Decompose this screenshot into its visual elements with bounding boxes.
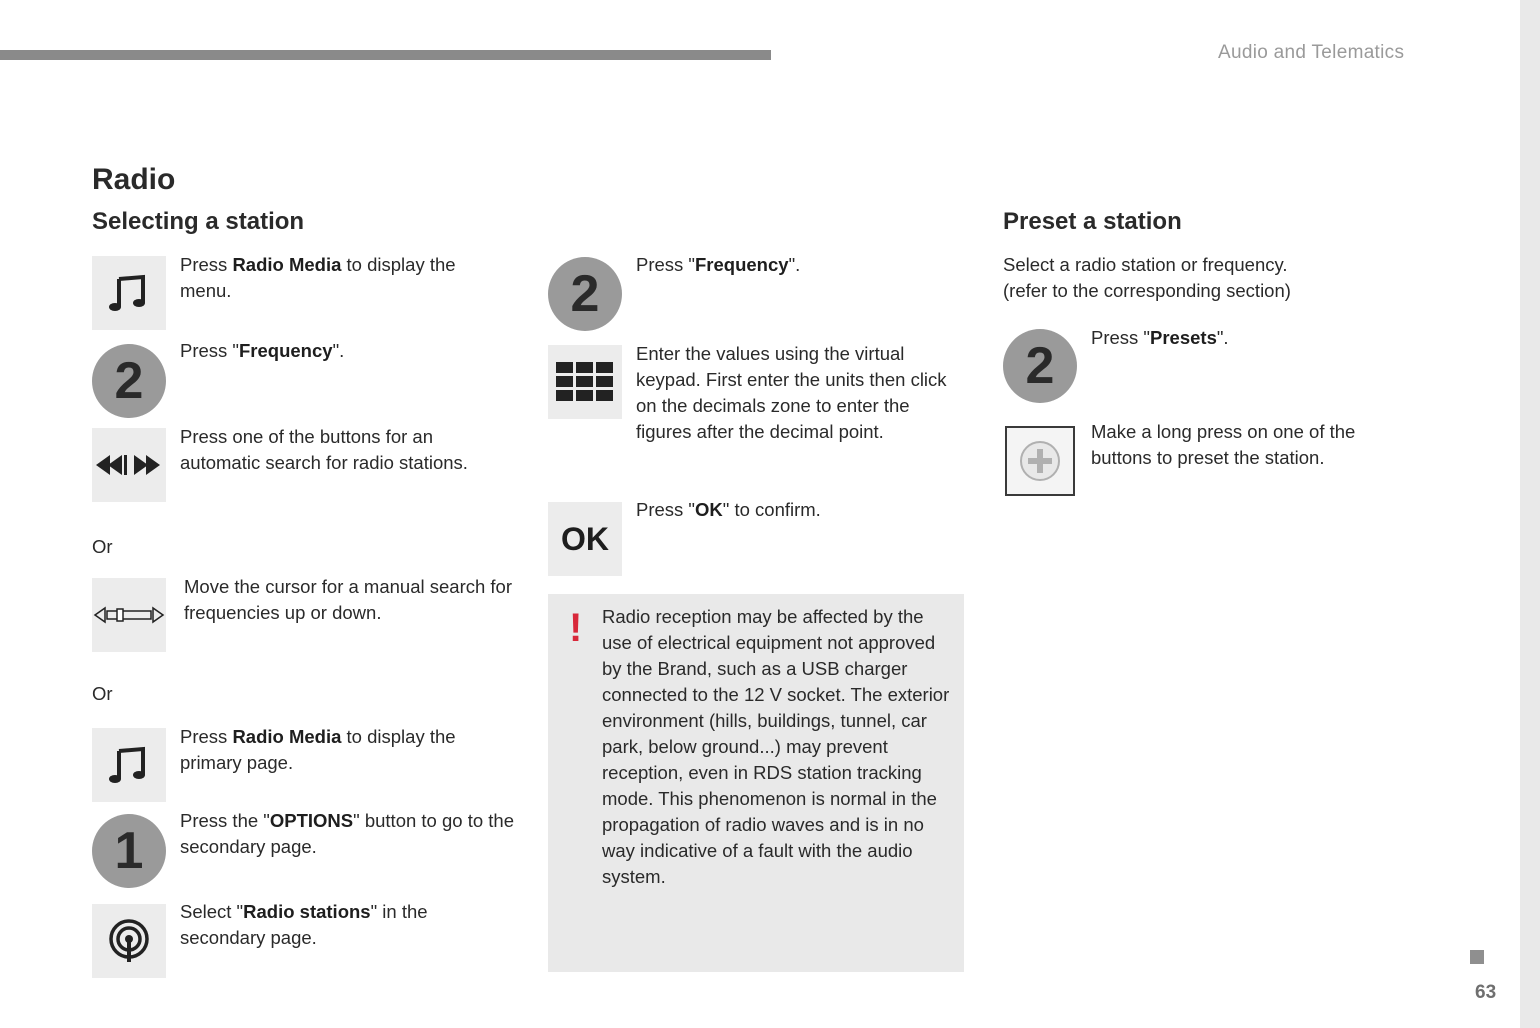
step-presets: Press "Presets".	[1091, 327, 1229, 348]
step-long-press: Make a long press on one of the buttons to preset the station.	[1091, 421, 1356, 468]
step-radio-media-primary: Press Radio Media to display the primary page.	[180, 726, 456, 773]
step-badge: 1	[92, 814, 166, 888]
ok-icon	[548, 502, 622, 576]
step-options: Press the "OPTIONS" button to go to the secondary page.	[180, 810, 514, 857]
step-frequency: Press "Frequency".	[636, 254, 801, 275]
step-badge: 2	[548, 257, 622, 331]
step-auto-search: Press one of the buttons for an automatic search for radio stations.	[180, 426, 468, 473]
music-note-icon	[92, 256, 166, 330]
or-separator: Or	[92, 683, 113, 704]
header-bar	[0, 50, 771, 60]
preset-intro: Select a radio station or frequency. (refer to the corresponding section)	[1003, 254, 1291, 301]
page-edge-strip	[1520, 0, 1540, 1028]
step-badge: 2	[92, 344, 166, 418]
note-text: Radio reception may be affected by the use of electrical equipment not approved by the Brand, such as a USB charger connected to the 12 V socket. The exterior environment (hills, buildings, tunnel, car park, below ground...) may prevent reception, even in RDS station tracking mode. This phenomenon is normal in the propagation of radio waves and is in no way indicative of a fault with the audio system.	[602, 606, 950, 887]
page-number: 63	[1475, 982, 1497, 1003]
page-title: Radio	[92, 163, 176, 196]
page-marker	[1470, 950, 1484, 964]
step-radio-stations: Select "Radio stations" in the secondary page.	[180, 901, 428, 948]
section-title: Audio and Telematics	[1218, 42, 1405, 63]
selecting-heading: Selecting a station	[92, 208, 305, 235]
warning-icon: !	[569, 606, 583, 650]
step-frequency: Press "Frequency".	[180, 340, 345, 361]
music-note-icon	[92, 728, 166, 802]
ok-icon-label: OK	[561, 520, 609, 557]
or-separator: Or	[92, 536, 113, 557]
step-radio-media-menu: Press Radio Media to display the menu.	[180, 254, 456, 301]
preset-button-icon	[1005, 426, 1075, 496]
slider-cursor-icon	[92, 578, 166, 652]
step-keypad: Enter the values using the virtual keypad. First enter the units then click on the decimals zone to enter the figures after the decimal point.	[636, 343, 947, 442]
keypad-icon	[548, 345, 622, 419]
step-badge: 2	[1003, 329, 1077, 403]
radio-broadcast-icon	[92, 904, 166, 978]
preset-heading: Preset a station	[1003, 208, 1182, 235]
plus-icon	[1018, 439, 1062, 483]
step-manual-search: Move the cursor for a manual search for frequencies up or down.	[184, 576, 513, 623]
step-ok: Press "OK" to confirm.	[636, 499, 821, 520]
seek-arrows-icon	[92, 428, 166, 502]
